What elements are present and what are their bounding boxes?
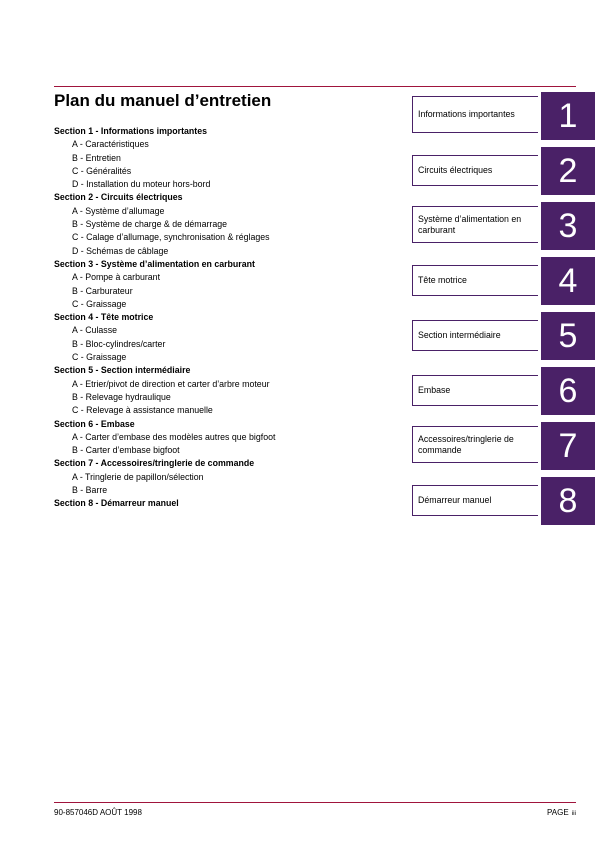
footer-page — [547, 808, 576, 817]
toc-subsection-item[interactable]: A - Culasse — [72, 325, 117, 336]
toc-subsection-item[interactable]: A - Carter d’embase des modèles autres que bigfoot — [72, 431, 276, 442]
section-tab-8[interactable] — [412, 477, 595, 525]
toc-subsection-item[interactable]: C - Relevage à assistance manuelle — [72, 405, 213, 416]
table-of-contents — [54, 125, 399, 511]
section-tab-label: Démarreur manuel — [418, 495, 492, 505]
section-tab-label-box — [412, 206, 538, 243]
toc-subsection-item[interactable]: B - Barre — [72, 485, 108, 496]
toc-subsection-item[interactable]: C - Généralités — [72, 165, 132, 176]
section-tab-label: Système d’alimentation en carburant — [418, 213, 522, 235]
section-tab-number: 5 — [541, 312, 595, 360]
section-tab-5[interactable] — [412, 312, 595, 360]
toc-subsection-item[interactable]: C - Graissage — [72, 298, 127, 309]
section-tab-label-box — [412, 426, 538, 463]
section-tab-6[interactable] — [412, 367, 595, 415]
section-tab-label-box — [412, 96, 538, 133]
toc-subsection-item[interactable]: A - Etrier/pivot de direction et carter d’arbre moteur — [72, 378, 270, 389]
bottom-rule — [54, 802, 576, 803]
page-title: Plan du manuel d’entretien — [54, 91, 272, 110]
toc-section-heading[interactable]: Section 3 - Système d’alimentation en carburant — [54, 258, 255, 269]
section-tab-number: 8 — [541, 477, 595, 525]
section-tab-label-box — [412, 485, 538, 516]
section-tab-number: 2 — [541, 147, 595, 195]
toc-subsection-item[interactable]: A - Pompe à carburant — [72, 272, 161, 283]
section-tab-label: Tête motrice — [418, 275, 467, 285]
section-tab-number: 3 — [541, 202, 595, 250]
toc-subsection-item[interactable]: B - Entretien — [72, 152, 121, 163]
toc-subsection-item[interactable]: A - Tringlerie de papillon/sélection — [72, 471, 204, 482]
toc-section-heading[interactable]: Section 8 - Démarreur manuel — [54, 498, 179, 509]
footer-page-number: iii — [571, 810, 576, 817]
section-tab-3[interactable] — [412, 202, 595, 250]
toc-subsection-item[interactable]: B - Carter d’embase bigfoot — [72, 445, 180, 456]
section-tab-label-box — [412, 265, 538, 296]
section-tab-label: Section intermédiaire — [418, 330, 501, 340]
section-tab-label-box — [412, 155, 538, 186]
section-tab-label-box — [412, 375, 538, 406]
section-tab-label: Informations importantes — [418, 109, 515, 119]
top-rule — [54, 86, 576, 87]
section-tab-label: Embase — [418, 385, 451, 395]
section-tab-7[interactable] — [412, 422, 595, 470]
section-tab-label-box — [412, 320, 538, 351]
section-tab-label: Circuits électriques — [418, 165, 493, 175]
toc-section-heading[interactable]: Section 7 - Accessoires/tringlerie de commande — [54, 458, 255, 469]
section-tab-number: 4 — [541, 257, 595, 305]
toc-subsection-item[interactable]: B - Carburateur — [72, 285, 133, 296]
toc-subsection-item[interactable]: A - Caractéristiques — [72, 139, 149, 150]
toc-section-heading[interactable]: Section 2 - Circuits électriques — [54, 192, 183, 203]
section-tab-2[interactable] — [412, 147, 595, 195]
toc-subsection-item[interactable]: A - Système d’allumage — [72, 205, 165, 216]
section-tab-1[interactable] — [412, 92, 595, 140]
footer-page-label: PAGE — [547, 808, 569, 817]
section-tab-number: 1 — [541, 92, 595, 140]
section-tab-number: 7 — [541, 422, 595, 470]
toc-subsection-item[interactable]: B - Système de charge & de démarrage — [72, 219, 228, 230]
footer-doc-number: 90-857046D AOÛT 1998 — [54, 808, 142, 817]
toc-subsection-item[interactable]: D - Installation du moteur hors-bord — [72, 179, 211, 190]
toc-section-heading[interactable]: Section 4 - Tête motrice — [54, 312, 154, 323]
toc-subsection-item[interactable]: D - Schémas de câblage — [72, 245, 169, 256]
toc-subsection-item[interactable]: C - Calage d’allumage, synchronisation & réglages — [72, 232, 270, 243]
toc-subsection-item[interactable]: C - Graissage — [72, 352, 127, 363]
toc-section-heading[interactable]: Section 6 - Embase — [54, 418, 135, 429]
toc-section-heading[interactable]: Section 5 - Section intermédiaire — [54, 365, 191, 376]
toc-subsection-item[interactable]: B - Relevage hydraulique — [72, 391, 171, 402]
toc-section-heading[interactable]: Section 1 - Informations importantes — [54, 126, 207, 136]
section-tab-label: Accessoires/tringlerie de commande — [418, 433, 514, 455]
section-tab-number: 6 — [541, 367, 595, 415]
toc-subsection-item[interactable]: B - Bloc-cylindres/carter — [72, 338, 166, 349]
section-tab-4[interactable] — [412, 257, 595, 305]
